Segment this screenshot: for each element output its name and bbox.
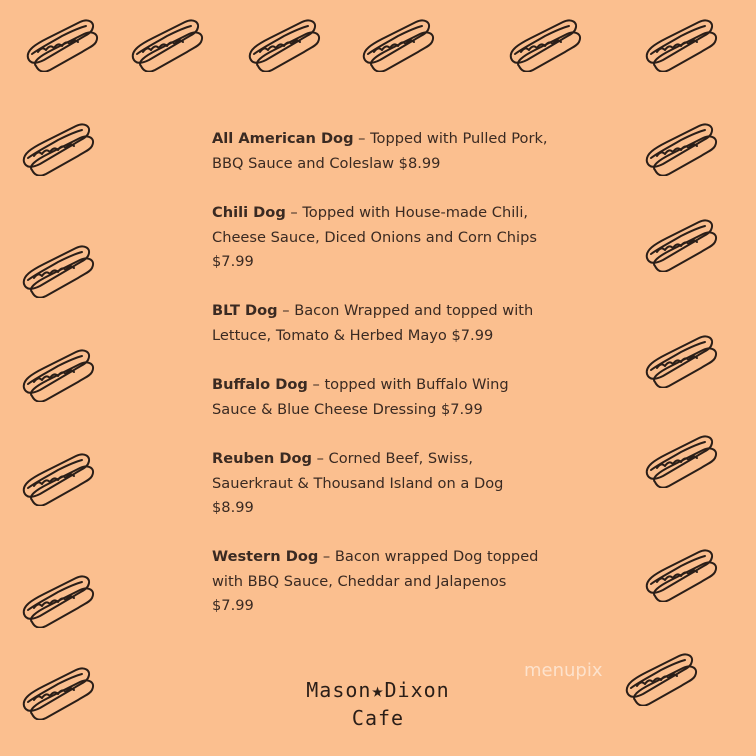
hotdog-icon bbox=[18, 662, 96, 720]
item-desc: – topped with Buffalo Wing bbox=[307, 376, 509, 393]
brand-subtitle: Cafe bbox=[351, 706, 405, 730]
hotdog-icon bbox=[18, 118, 96, 176]
hotdog-icon bbox=[22, 14, 100, 72]
item-name: All American Dog bbox=[212, 130, 354, 147]
item-desc: Sauce & Blue Cheese Dressing $7.99 bbox=[212, 400, 483, 418]
menu-item bbox=[212, 447, 503, 521]
hotdog-icon bbox=[18, 240, 96, 298]
hotdog-icon bbox=[641, 430, 719, 488]
hotdog-icon bbox=[505, 14, 583, 72]
menu-item bbox=[212, 373, 509, 422]
brand-name: Mason★Dixon bbox=[306, 678, 450, 702]
hotdog-icon bbox=[18, 448, 96, 506]
item-desc: Lettuce, Tomato & Herbed Mayo $7.99 bbox=[212, 326, 494, 344]
hotdog-icon bbox=[641, 14, 719, 72]
item-desc: – Topped with Pulled Pork, bbox=[353, 130, 548, 147]
hotdog-icon bbox=[641, 118, 719, 176]
item-desc: – Topped with House-made Chili, bbox=[285, 204, 529, 221]
item-desc: – Corned Beef, Swiss, bbox=[311, 450, 473, 467]
item-name: Chili Dog bbox=[212, 204, 286, 221]
item-desc: – Bacon Wrapped and topped with bbox=[277, 302, 534, 319]
hotdog-icon bbox=[641, 544, 719, 602]
item-desc: BBQ Sauce and Coleslaw $8.99 bbox=[212, 154, 441, 172]
menu-item bbox=[212, 127, 548, 176]
menu-item bbox=[212, 545, 538, 619]
item-price: $7.99 bbox=[212, 597, 254, 615]
item-price: $7.99 bbox=[212, 253, 254, 271]
hotdog-icon bbox=[18, 344, 96, 402]
item-name: Western Dog bbox=[212, 548, 319, 565]
brand-logo bbox=[256, 676, 500, 732]
watermark: menupix bbox=[524, 660, 603, 681]
item-name: Reuben Dog bbox=[212, 450, 312, 467]
hotdog-icon bbox=[358, 14, 436, 72]
hotdog-icon bbox=[18, 570, 96, 628]
hotdog-icon bbox=[641, 214, 719, 272]
item-name: BLT Dog bbox=[212, 302, 278, 319]
item-desc: with BBQ Sauce, Cheddar and Jalapenos bbox=[212, 572, 507, 590]
hotdog-icon bbox=[127, 14, 205, 72]
item-name: Buffalo Dog bbox=[212, 376, 308, 393]
hotdog-icon bbox=[641, 330, 719, 388]
hotdog-icon bbox=[244, 14, 322, 72]
item-desc: – Bacon wrapped Dog topped bbox=[318, 548, 539, 565]
item-desc: Sauerkraut & Thousand Island on a Dog bbox=[212, 474, 504, 492]
item-price: $8.99 bbox=[212, 499, 254, 517]
menu-item bbox=[212, 201, 537, 275]
menu-item bbox=[212, 299, 533, 348]
item-desc: Cheese Sauce, Diced Onions and Corn Chips bbox=[212, 228, 537, 246]
